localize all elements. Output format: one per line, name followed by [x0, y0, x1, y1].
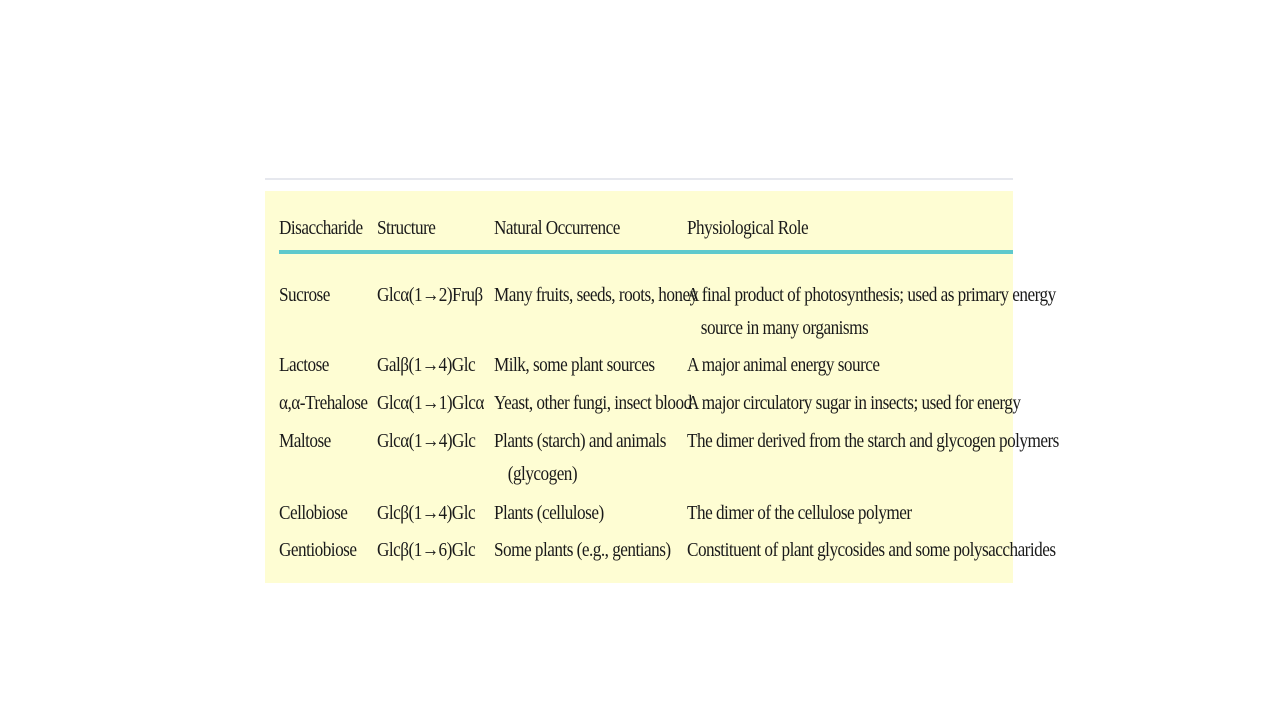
row-maltose-occurrence-line2: (glycogen): [507, 463, 578, 485]
row-lactose-name: Lactose: [279, 354, 329, 376]
row-lactose-occurrence: Milk, some plant sources: [494, 354, 655, 376]
row-gentiobiose-role: Constituent of plant glycosides and some polysaccharides: [687, 539, 1056, 561]
row-sucrose-structure: Glcα(1→2)Fruβ: [377, 284, 483, 306]
row-maltose-name: Maltose: [279, 430, 331, 452]
top-divider: [265, 178, 1013, 180]
row-cellobiose-structure: Glcβ(1→4)Glc: [377, 502, 476, 524]
header-structure: Structure: [377, 217, 436, 239]
row-lactose-structure: Galβ(1→4)Glc: [377, 354, 476, 376]
row-trehalose-structure: Glcα(1→1)Glcα: [377, 392, 484, 414]
row-cellobiose-occurrence: Plants (cellulose): [494, 502, 604, 524]
disaccharide-table: [265, 191, 1059, 583]
row-sucrose-role-line2: source in many organisms: [700, 317, 869, 339]
row-maltose-role: The dimer derived from the starch and glycogen polymers: [687, 430, 1059, 452]
row-maltose-occurrence: [494, 425, 666, 491]
row-maltose-structure: Glcα(1→4)Glc: [377, 430, 476, 452]
row-cellobiose-name: Cellobiose: [279, 502, 348, 524]
row-sucrose-role: [687, 279, 1056, 345]
row-lactose-role: A major animal energy source: [687, 354, 880, 376]
header-physiological-role: Physiological Role: [687, 217, 809, 239]
row-maltose-occurrence-line1: Plants (starch) and animals: [494, 430, 666, 452]
row-trehalose-occurrence: Yeast, other fungi, insect blood: [494, 392, 692, 414]
header-natural-occurrence: Natural Occurrence: [494, 217, 620, 239]
row-sucrose-name: Sucrose: [279, 284, 330, 306]
row-gentiobiose-structure: Glcβ(1→6)Glc: [377, 539, 476, 561]
row-cellobiose-role: The dimer of the cellulose polymer: [687, 502, 912, 524]
row-trehalose-name: α,α-Trehalose: [279, 392, 368, 414]
header-disaccharide: Disaccharide: [279, 217, 363, 239]
header-rule: [279, 250, 1013, 254]
row-gentiobiose-name: Gentiobiose: [279, 539, 357, 561]
row-sucrose-occurrence: Many fruits, seeds, roots, honey: [494, 284, 698, 306]
row-trehalose-role: A major circulatory sugar in insects; used for energy: [687, 392, 1021, 414]
row-sucrose-role-line1: A final product of photosynthesis; used as primary energy: [687, 284, 1056, 306]
row-gentiobiose-occurrence: Some plants (e.g., gentians): [494, 539, 671, 561]
